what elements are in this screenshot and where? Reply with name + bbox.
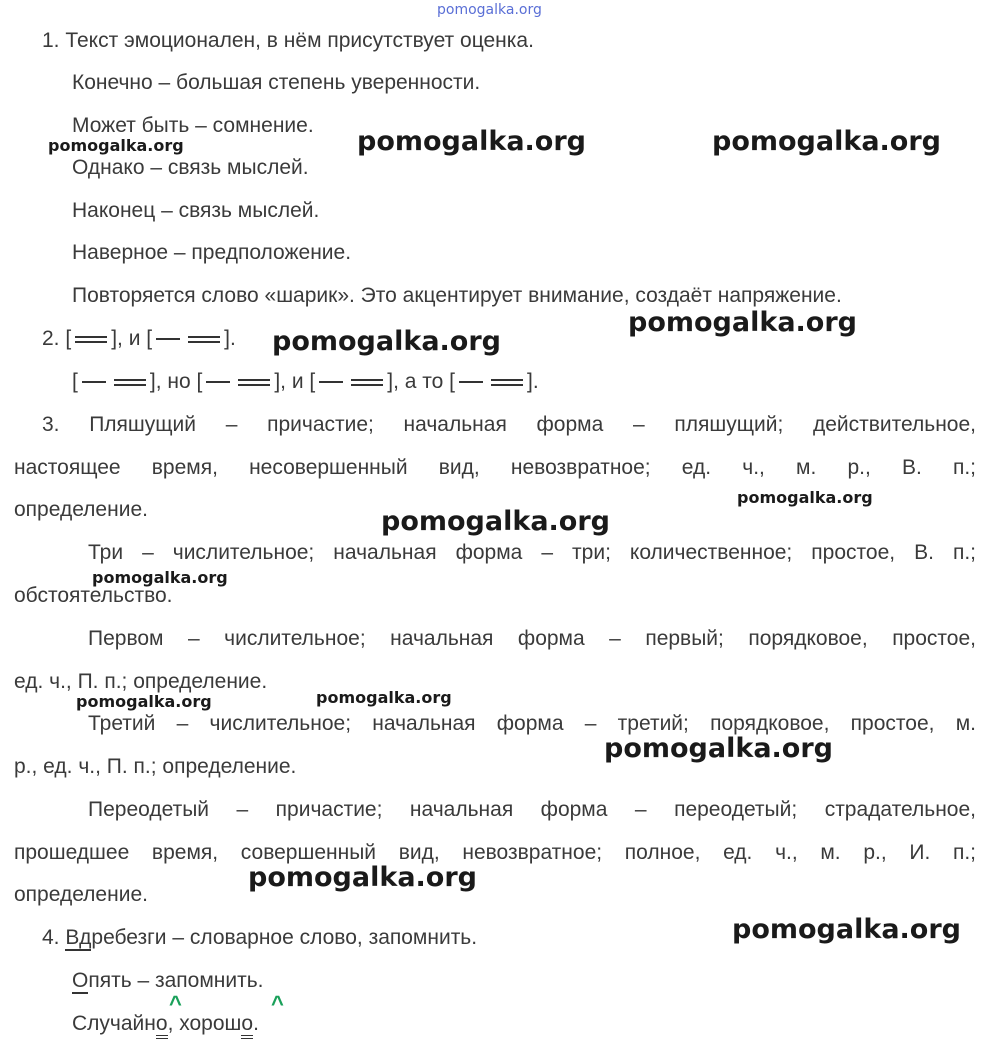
subject-mark (206, 381, 230, 383)
accent-caret-icon: ^ (271, 991, 284, 1016)
watermark: pomogalka.org (732, 914, 961, 945)
predicate-mark (491, 379, 523, 386)
section2-and: , и (117, 327, 141, 350)
watermark: pomogalka.org (76, 692, 212, 711)
section2-line-1: 2. [ ], и [ ]. (42, 327, 236, 350)
section3-p2-line-1: Три – числительное; начальная форма – три; количественное; простое, В. п.; (88, 541, 976, 564)
punctuation: . (253, 1012, 259, 1035)
subject-mark (319, 381, 343, 383)
subject-mark (156, 338, 180, 340)
section3-p3-line-1: Первом – числительное; начальная форма – первый; порядковое, простое, (88, 627, 976, 650)
section3-p3-line-2: ед. ч., П. п.; определение. (14, 670, 268, 693)
section3-p5-line-1: Переодетый – причастие; начальная форма – переодетый; страдательное, (88, 798, 976, 821)
section3-p2-line-2: обстоятельство. (14, 584, 173, 607)
section1-line-1: 1. Текст эмоционален, в нём присутствует оценка. (42, 29, 534, 52)
word-part: , хорош (167, 1012, 242, 1035)
section2-number: 2. (42, 327, 60, 350)
watermark: pomogalka.org (316, 688, 452, 707)
section4-line-2-rest: пять – запомнить. (88, 969, 264, 992)
watermark: pomogalka.org (92, 568, 228, 587)
watermark: pomogalka.org (712, 126, 941, 157)
section4-line-2 (72, 968, 264, 994)
underlined-letter: О (72, 969, 89, 992)
predicate-mark (188, 336, 220, 343)
section1-line-2: Конечно – большая степень уверенности. (72, 71, 481, 94)
ending-mark: о (241, 1012, 253, 1039)
section4-line-3 (72, 1011, 259, 1037)
predicate-mark (114, 379, 146, 386)
watermark-top: pomogalka.org (437, 2, 542, 18)
section3-p1-line-3: определение. (14, 498, 148, 521)
section1-line-3: Может быть – сомнение. (72, 114, 314, 137)
section2-also: , а то (393, 370, 444, 393)
section4-line-1-rest: ребезги – словарное слово, запомнить. (91, 926, 478, 949)
section4-number: 4. (42, 926, 66, 949)
section1-line-4: Однако – связь мыслей. (72, 156, 309, 179)
section4-line-1 (42, 925, 477, 951)
section3-p5-line-3: определение. (14, 883, 148, 906)
section1-line-6: Наверное – предположение. (72, 241, 352, 264)
watermark: pomogalka.org (272, 326, 501, 357)
subject-mark (459, 381, 483, 383)
watermark: pomogalka.org (48, 136, 184, 155)
subject-mark (82, 381, 106, 383)
ending-mark: о (156, 1012, 168, 1039)
predicate-mark (351, 379, 383, 386)
watermark: pomogalka.org (381, 506, 610, 537)
section1-line-5: Наконец – связь мыслей. (72, 199, 320, 222)
word-part: Случайн (72, 1012, 156, 1035)
section2-line-2: [ ], но [ ], и [ ], а то [ ]. (72, 370, 539, 393)
watermark: pomogalka.org (248, 862, 477, 893)
watermark: pomogalka.org (604, 733, 833, 764)
predicate-mark (75, 336, 107, 343)
watermark: pomogalka.org (628, 307, 857, 338)
section3-p4-line-1: Третий – числительное; начальная форма – третий; порядковое, простое, м. (88, 712, 976, 735)
section3-p5-line-2: прошедшее время, совершенный вид, невозвратное; полное, ед. ч., м. р., И. п.; (14, 841, 976, 864)
section3-p1-line-1: 3. Пляшущий – причастие; начальная форма – пляшущий; действительное, (42, 413, 976, 436)
predicate-mark (238, 379, 270, 386)
watermark: pomogalka.org (357, 126, 586, 157)
section2-but: , но (155, 370, 191, 393)
accent-caret-icon: ^ (169, 991, 182, 1016)
section3-p4-line-2: р., ед. ч., П. п.; определение. (14, 755, 297, 778)
section2-and-2: , и (280, 370, 304, 393)
underlined-letters: Вд (65, 926, 92, 949)
section1-line-7: Повторяется слово «шарик». Это акцентирует внимание, создаёт напряжение. (72, 284, 842, 307)
watermark: pomogalka.org (737, 488, 873, 507)
section3-p1-line-2: настоящее время, несовершенный вид, невозвратное; ед. ч., м. р., В. п.; (14, 456, 976, 479)
